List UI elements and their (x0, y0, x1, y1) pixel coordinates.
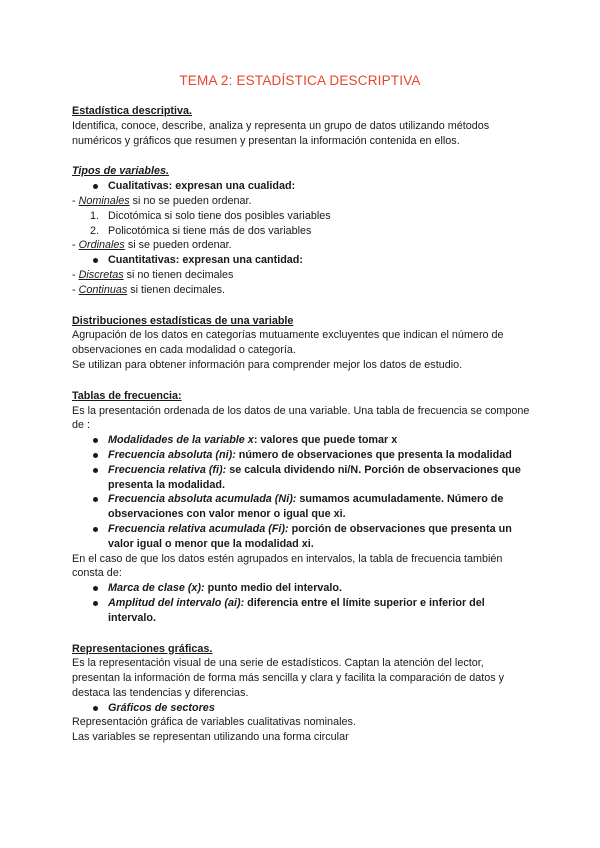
document-title: TEMA 2: ESTADÍSTICA DESCRIPTIVA (179, 73, 421, 88)
paragraph-representaciones: Es la representación visual de una serie de estadísticos. Captan la atención del lector, presentan la información de forma más sencilla y clara y facilita la comparación de datos y destaca las tendencias y diferencias. (72, 657, 505, 699)
list-item-policotomica: 2. Policotómica si tiene más de dos variables (90, 224, 312, 237)
paragraph-intervalos: En el caso de que los datos estén agrupados en intervalos, la tabla de frecuencia también consta de: (72, 552, 503, 580)
heading-tablas-frecuencia: Tablas de frecuencia: (72, 389, 182, 402)
line-representacion-grafica: Representación gráfica de variables cualitativas nominales. (72, 716, 356, 729)
line-discretas: - Discretas si no tienen decimales (72, 268, 234, 281)
line-continuas: - Continuas si tienen decimales. (72, 283, 226, 296)
list-item-dicotomica: 1. Dicotómica si solo tiene dos posibles variables (90, 209, 331, 222)
bullet-list-frecuencias (72, 433, 532, 551)
bullet-list-graficos (72, 701, 532, 716)
paragraph-tablas-intro: Es la presentación ordenada de los datos de una variable. Una tabla de frecuencia se compone de : (72, 404, 530, 432)
list-item: Modalidades de la variable x: valores que puede tomar x (72, 433, 532, 448)
numbered-list (72, 209, 532, 239)
bullet-list-cualitativas (72, 179, 532, 194)
bullet-list-cuantitativas (72, 253, 532, 268)
heading-distribuciones: Distribuciones estadísticas de una variable (72, 314, 294, 327)
bullet-list-intervalos (72, 581, 532, 625)
list-item-graficos-sectores: Gráficos de sectores (72, 701, 532, 716)
list-item: Frecuencia relativa (fi): se calcula dividendo ni/N. Porción de observaciones que presenta la modalidad. (72, 463, 532, 493)
list-item: Amplitud del intervalo (ai): diferencia entre el límite superior e inferior del intervalo. (72, 596, 532, 626)
line-nominales: - Nominales si no se pueden ordenar. (72, 194, 252, 207)
paragraph-definition: Identifica, conoce, describe, analiza y representa un grupo de datos utilizando métodos numéricos y gráficos que resumen y presentan la información contenida en ellos. (72, 119, 490, 147)
list-item-cualitativas: Cualitativas: expresan una cualidad: (72, 179, 532, 194)
list-item: Frecuencia absoluta acumulada (Ni): sumamos acumuladamente. Número de observaciones con valor menor o igual que xi. (72, 492, 532, 522)
list-item: Frecuencia absoluta (ni): número de observaciones que presenta la modalidad (72, 448, 532, 463)
heading-tipos-variables: Tipos de variables. (72, 165, 170, 178)
list-item: Frecuencia relativa acumulada (Fi): porción de observaciones que presenta un valor igual o menor que la modalidad xi. (72, 522, 532, 552)
line-ordinales: - Ordinales si se pueden ordenar. (72, 239, 232, 252)
heading-estadistica-descriptiva: Estadística descriptiva. (72, 105, 193, 117)
paragraph-utilizan: Se utilizan para obtener información para comprender mejor los datos de estudio. (72, 358, 463, 371)
heading-representaciones: Representaciones gráficas. (72, 642, 213, 655)
document-body (72, 104, 532, 745)
list-item-cuantitativas: Cuantitativas: expresan una cantidad: (72, 253, 532, 268)
list-item: Marca de clase (x): punto medio del intervalo. (72, 581, 532, 596)
line-forma-circular: Las variables se representan utilizando una forma circular (72, 731, 349, 744)
paragraph-agrupacion: Agrupación de los datos en categorías mutuamente excluyentes que indican el número de observaciones en cada modalidad o categoría. (72, 329, 504, 357)
